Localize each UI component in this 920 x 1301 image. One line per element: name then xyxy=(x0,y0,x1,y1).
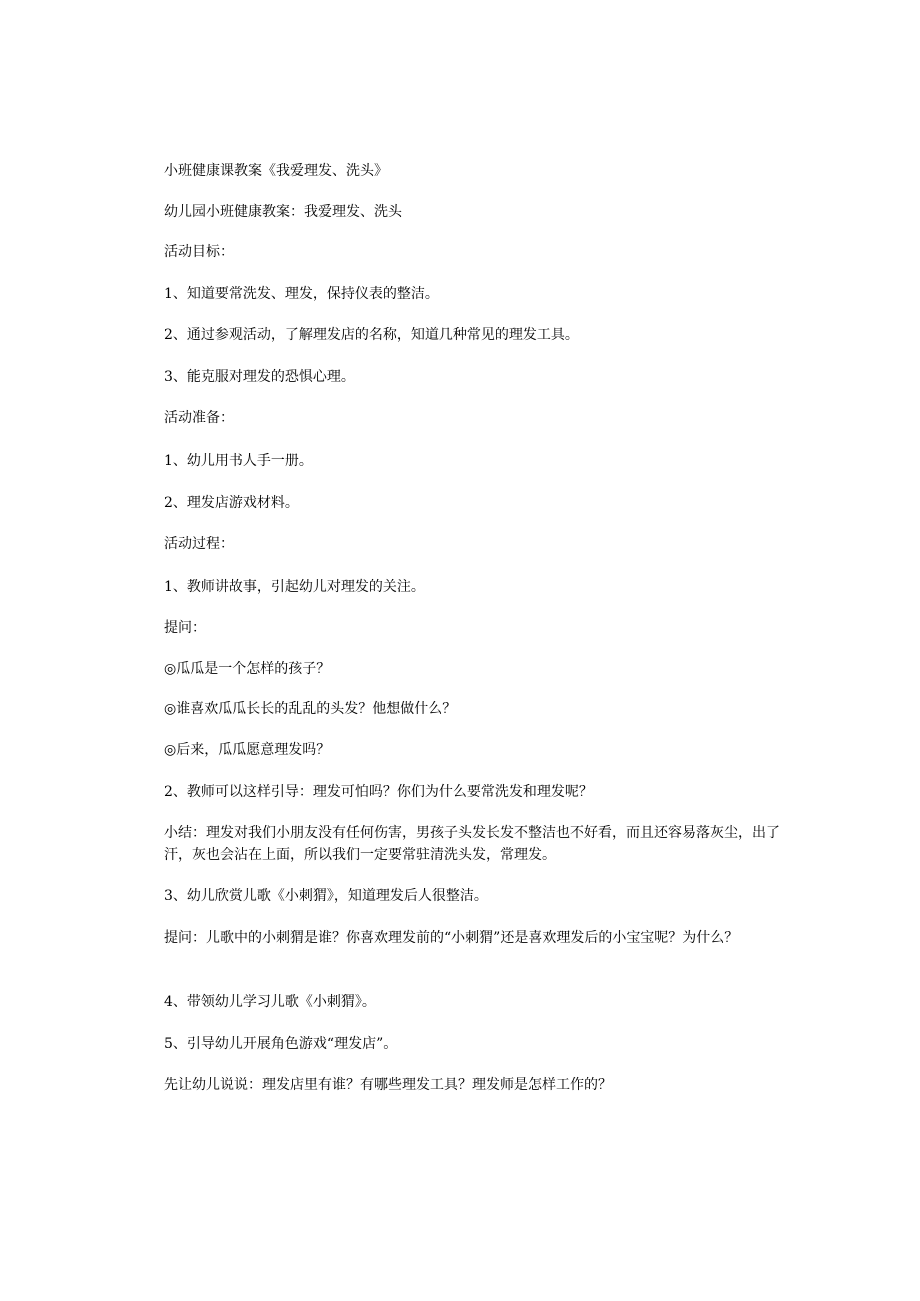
prep-item-1: 1、幼儿用书人手一册。 xyxy=(164,453,313,469)
question-label: 提问： xyxy=(164,620,206,636)
process-step-5: 5、引导幼儿开展角色游戏“理发店”。 xyxy=(164,1036,398,1052)
process-step-3: 3、幼儿欣赏儿歌《小刺猬》，知道理发后人很整洁。 xyxy=(164,888,488,904)
goal-item-2: 2、通过参观活动，了解理发店的名称，知道几种常见的理发工具。 xyxy=(164,327,579,343)
document-subtitle: 幼儿园小班健康教案：我爱理发、洗头 xyxy=(164,204,402,220)
process-step-4: 4、带领幼儿学习儿歌《小刺猬》。 xyxy=(164,994,376,1010)
goals-heading: 活动目标： xyxy=(164,244,234,260)
prep-heading: 活动准备： xyxy=(164,410,234,426)
process-step-1: 1、教师讲故事，引起幼儿对理发的关注。 xyxy=(164,579,425,595)
question-item-2: ◎谁喜欢瓜瓜长长的乱乱的头发？他想做什么？ xyxy=(164,701,457,717)
prep-item-2: 2、理发店游戏材料。 xyxy=(164,495,299,511)
question-item-1: ◎瓜瓜是一个怎样的孩子？ xyxy=(164,661,331,677)
summary-paragraph: 小结：理发对我们小朋友没有任何伤害，男孩子头发长发不整洁也不好看，而且还容易落灰尘，出了汗，灰也会沾在上面，所以我们一定要常驻清洗头发，常理发。 xyxy=(164,825,780,863)
process-step-2: 2、教师可以这样引导：理发可怕吗？你们为什么要常洗发和理发呢？ xyxy=(164,784,593,800)
final-line: 先让幼儿说说：理发店里有谁？有哪些理发工具？理发师是怎样工作的？ xyxy=(164,1077,612,1093)
process-heading: 活动过程： xyxy=(164,536,234,552)
goal-item-3: 3、能克服对理发的恐惧心理。 xyxy=(164,369,355,385)
goal-item-1: 1、知道要常洗发、理发，保持仪表的整洁。 xyxy=(164,286,439,302)
question-item-3: ◎后来，瓜瓜愿意理发吗？ xyxy=(164,742,331,758)
document-title: 小班健康课教案《我爱理发、洗头》 xyxy=(164,163,388,179)
question-2-paragraph: 提问：儿歌中的小刺猬是谁？你喜欢理发前的“小刺猬”还是喜欢理发后的小宝宝呢？为什么？ xyxy=(164,930,739,946)
